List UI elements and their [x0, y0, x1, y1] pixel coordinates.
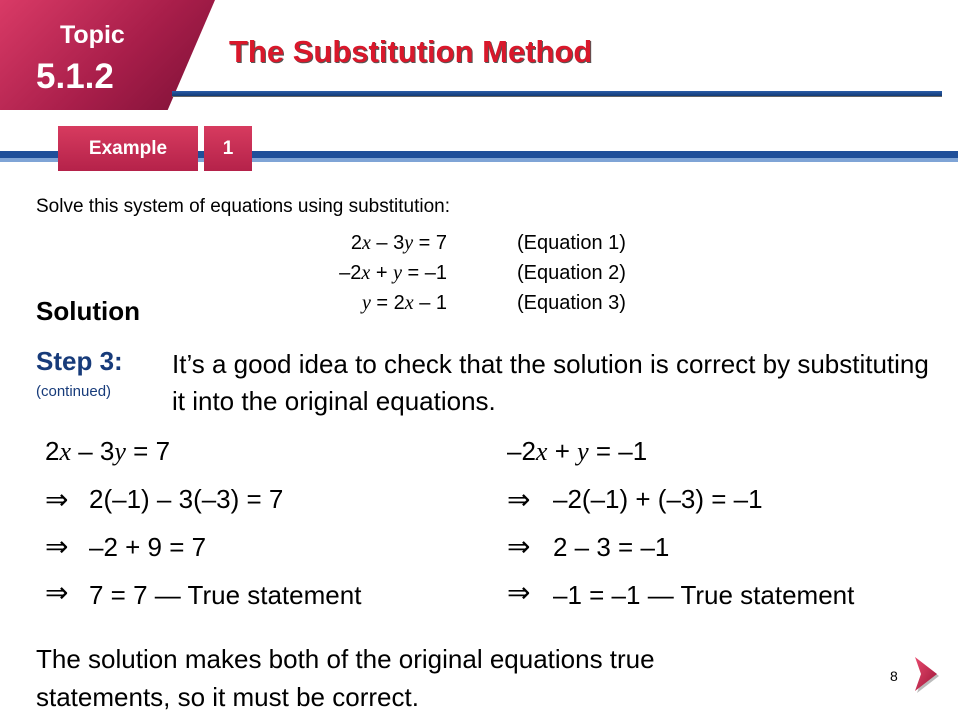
step-description: It’s a good idea to check that the solution is correct by substituting it into the original equations. — [172, 349, 929, 416]
topic-label: Topic — [60, 21, 125, 49]
page-number: 8 — [890, 668, 898, 684]
example-number-badge: 1 — [204, 126, 252, 171]
equation-3-left: y = 2x – 1 — [361, 292, 447, 314]
implies-arrow-icon: ⇒ — [507, 530, 531, 563]
check-right-line-1: –2(–1) + (–3) = –1 — [553, 484, 763, 514]
equation-2-left: –2x + y = –1 — [339, 262, 447, 284]
equation-1-label: (Equation 1) — [517, 232, 626, 254]
check-left-line-2: –2 + 9 = 7 — [89, 532, 207, 562]
solution-heading: Solution — [36, 296, 140, 326]
check-right-equation: –2x + y = –1 — [507, 436, 648, 466]
conclusion-text: The solution makes both of the original equations true statements, so it must be correct. — [36, 644, 655, 712]
implies-arrow-icon: ⇒ — [45, 530, 69, 563]
check-right-line-3: –1 = –1 — True statement — [553, 580, 855, 610]
equation-3-label: (Equation 3) — [517, 292, 626, 314]
implies-arrow-icon: ⇒ — [45, 576, 69, 609]
page-title: The Substitution Method — [229, 34, 593, 69]
step-continued-label: (continued) — [36, 383, 112, 400]
step-label: Step 3: — [36, 346, 123, 376]
implies-arrow-icon: ⇒ — [45, 483, 69, 516]
topic-number: 5.1.2 — [36, 57, 114, 96]
check-left-line-3: 7 = 7 — True statement — [89, 580, 362, 610]
problem-prompt: Solve this system of equations using substitution: — [36, 196, 451, 217]
example-badge: Example — [58, 126, 198, 171]
title-underline — [172, 91, 942, 97]
next-arrow-icon[interactable] — [912, 654, 940, 694]
check-left-equation: 2x – 3y = 7 — [45, 436, 171, 466]
implies-arrow-icon: ⇒ — [507, 576, 531, 609]
implies-arrow-icon: ⇒ — [507, 483, 531, 516]
check-right-line-2: 2 – 3 = –1 — [553, 532, 670, 562]
equation-1-left: 2x – 3y = 7 — [350, 232, 447, 254]
check-left-line-1: 2(–1) – 3(–3) = 7 — [89, 484, 284, 514]
equation-2-label: (Equation 2) — [517, 262, 626, 284]
